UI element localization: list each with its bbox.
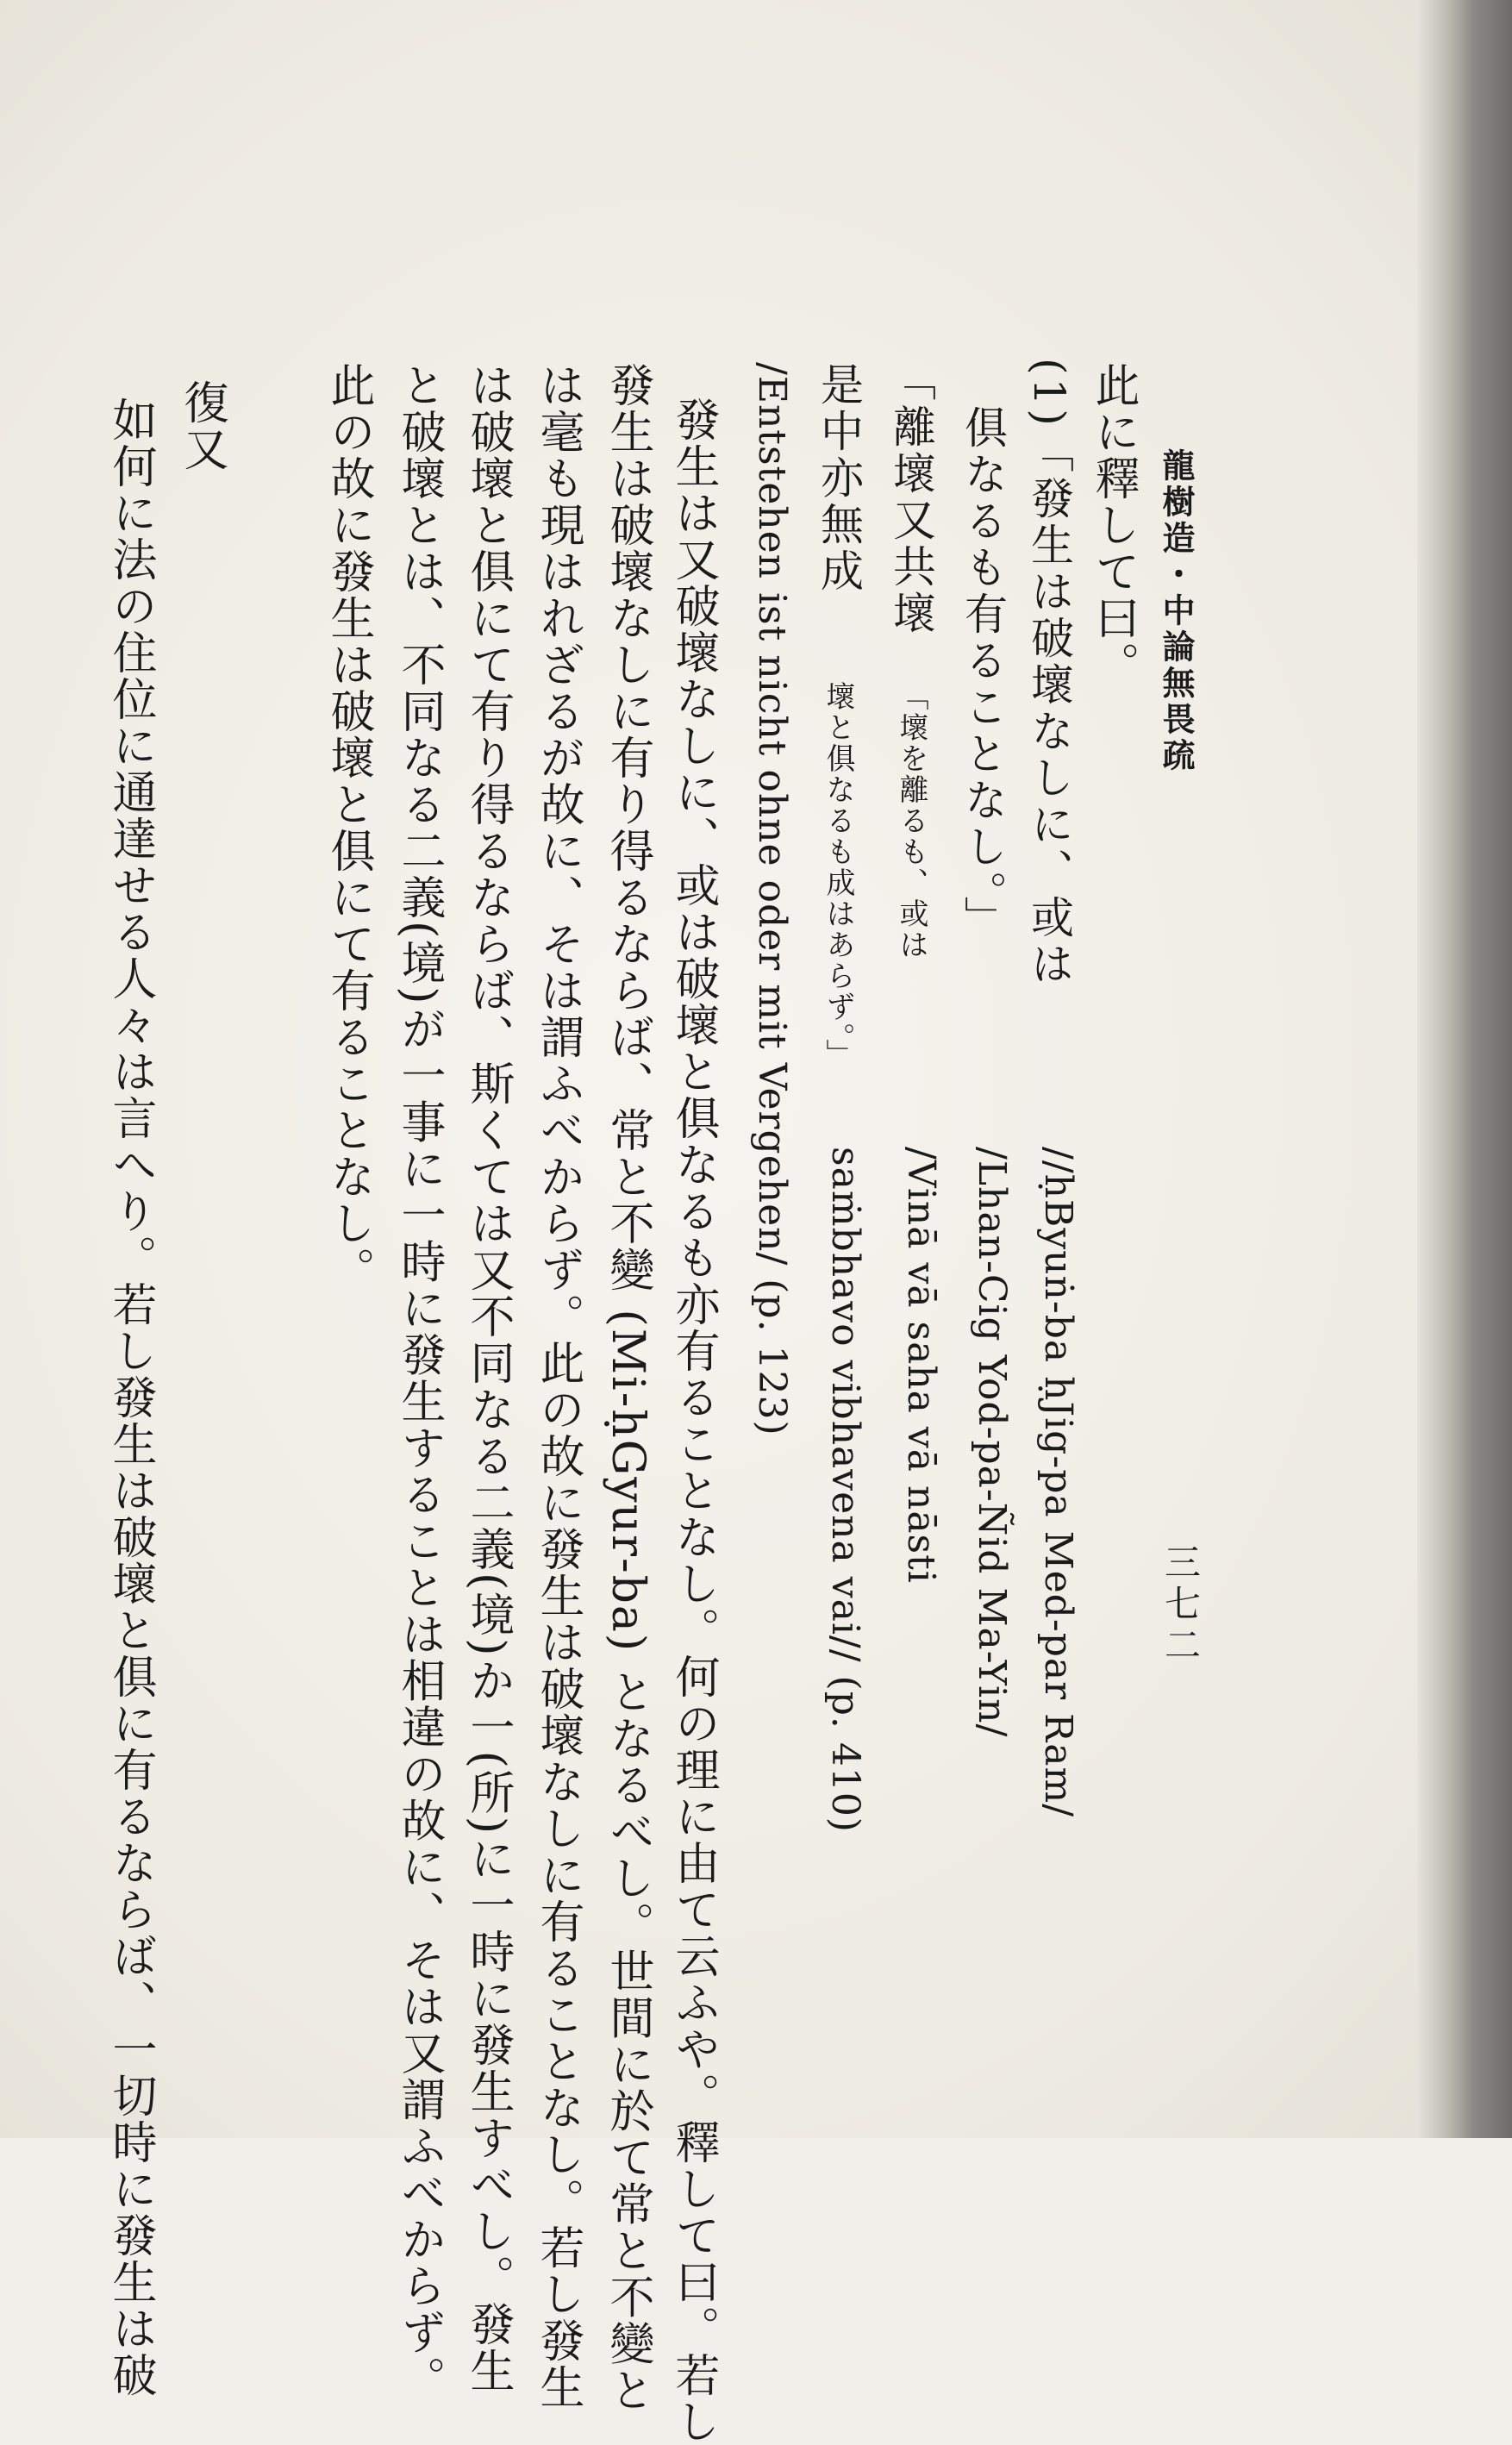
note-column: 「壞を離るも、或は — [894, 681, 928, 960]
verse-column: 是中亦無成 — [814, 362, 864, 595]
text-column: と破壞とは、不同なる二義(境)が一事に一時に發生することは相違の故に、そは又謂ふべからず。 — [393, 362, 445, 2403]
text-column: は破壞と俱にて有り得るならば、斯くては又不同なる二義(境)か一(所)に一時に發生すべし。發生 — [462, 362, 514, 2395]
note-column: 壞と俱なるも成はあらず。」 — [821, 681, 855, 1070]
verse-column: (1)「發生は破壞なしに、或は — [1024, 358, 1074, 988]
verse-column: 「離壞又共壞 — [886, 358, 936, 637]
text-column: 如何に法の住位に通達せる人々は言へり。若し發生は破壞と俱に有るならば、一切時に發生は破 — [104, 397, 156, 2398]
tibetan-line-2: /Lhan-Cig Yod-pa-Ñid Ma-Yin/ — [970, 1147, 1014, 1738]
text-column: 此の故に發生は破壞と俱にて有ることなし。 — [322, 362, 374, 1293]
text-column: 復又 — [176, 379, 228, 472]
sanskrit-line-1: /Vinā vā saha vā nāsti — [899, 1147, 943, 1584]
running-title: 龍樹造・中論無畏疏 — [1157, 448, 1196, 774]
tibetan-line-1: //ḥByuṅ-ba ḥJig-pa Med-par Ram/ — [1036, 1147, 1080, 1818]
text-column: 發生は又破壞なしに、或は破壞と俱なるも亦有ることなし。何の理に由て云ふや。釋して曰。若し — [667, 397, 719, 2445]
text-column: 發生は破壞なしに有り得るならば、常と不變 (Mi-ḥGyur-ba) となるべし。世間に於て常と不變と — [602, 362, 653, 2414]
text-column: 此に釋して曰。 — [1087, 362, 1139, 688]
text-column: は毫も現はれざるが故に、そは謂ふべからず。此の故に發生は破壞なしに有ることなし。若し發生 — [532, 362, 584, 2411]
verse-column: 俱なるも有ることなし。」 — [958, 405, 1008, 942]
page-number: 三七二 — [1159, 1543, 1202, 1667]
german-line: /Entstehen ist nicht ohne oder mit Vergehen/ (p. 123) — [750, 362, 794, 1436]
sanskrit-line-2: saṁbhavo vibhavena vai// (p. 410) — [823, 1147, 867, 1833]
book-spine-shadow — [1417, 0, 1512, 2138]
